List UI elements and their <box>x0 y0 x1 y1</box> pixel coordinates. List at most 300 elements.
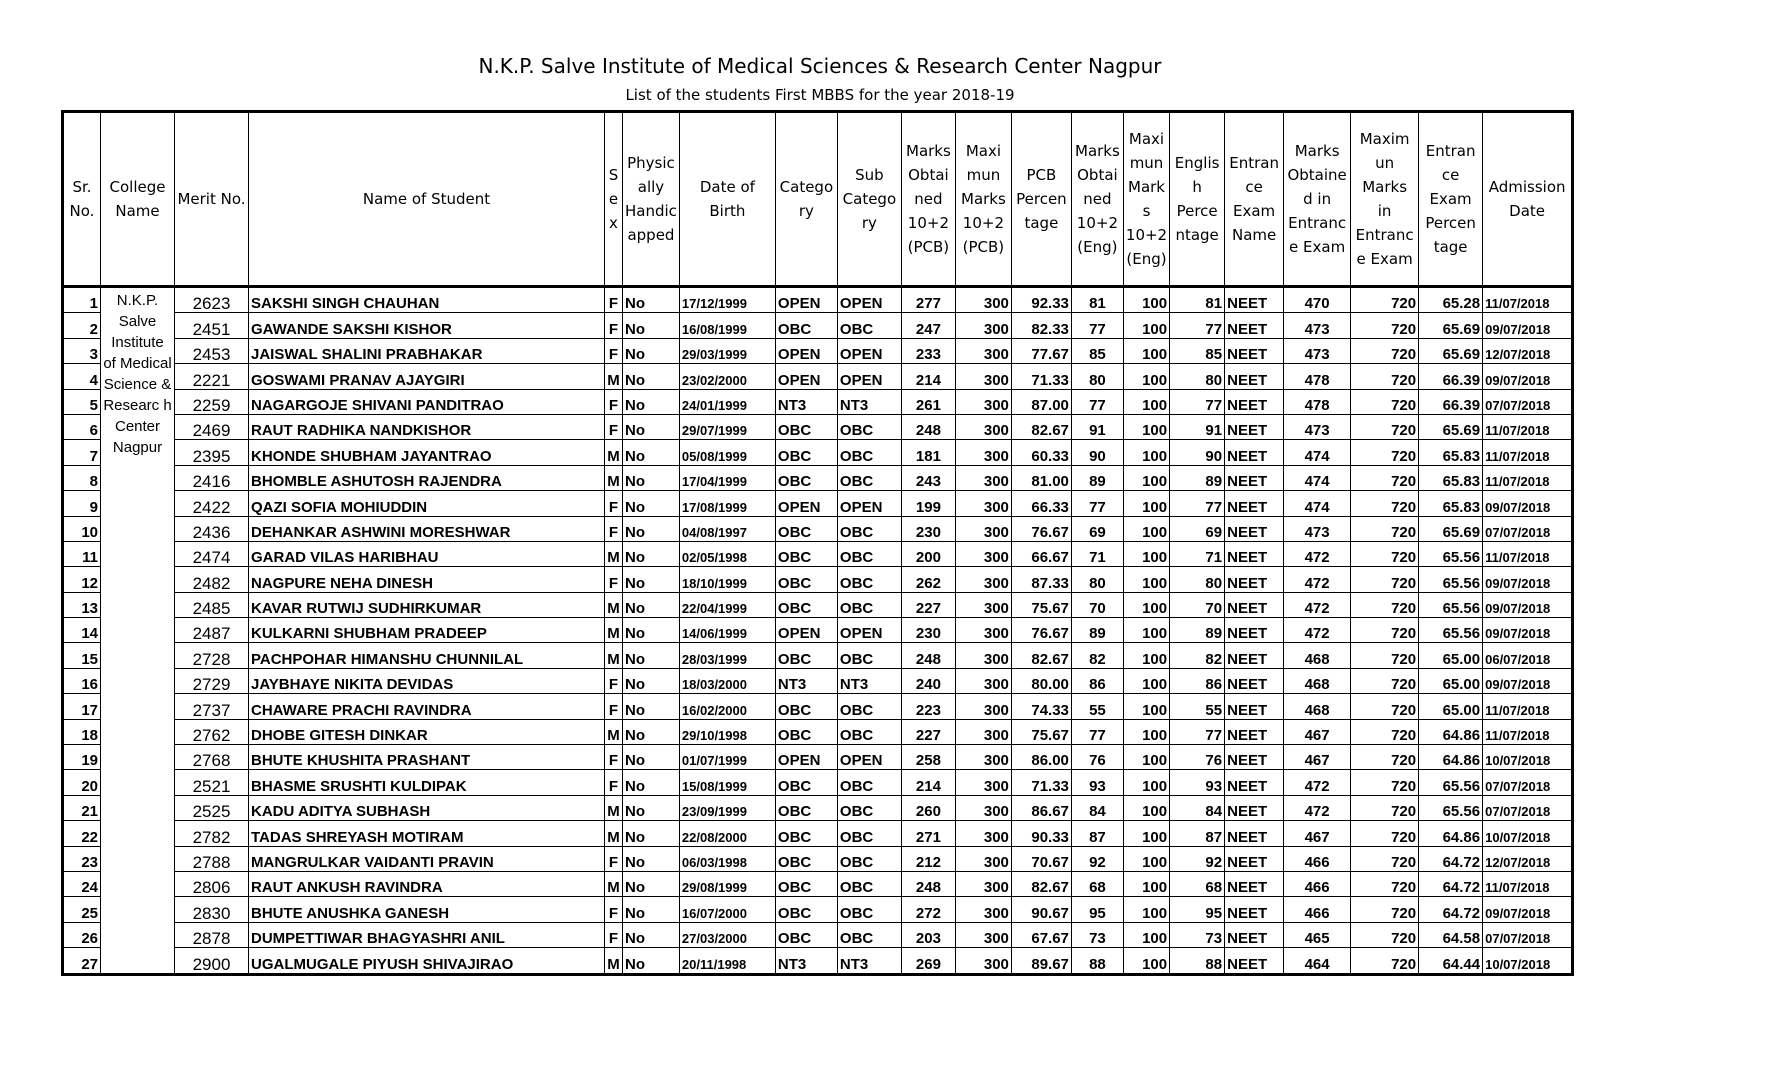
student-name: TADAS SHREYASH MOTIRAM <box>249 821 605 846</box>
students-table-body <box>63 287 1573 975</box>
pcb-obtained: 271 <box>901 821 955 846</box>
table-row <box>63 948 1573 974</box>
table-row <box>63 313 1573 338</box>
admission-date: 10/07/2018 <box>1483 821 1573 846</box>
pcb-obtained: 230 <box>901 516 955 541</box>
entrance-percentage: 66.39 <box>1419 364 1483 389</box>
exam-name: NEET <box>1225 770 1284 795</box>
eng-obtained: 80 <box>1071 364 1123 389</box>
sr-no: 22 <box>63 821 101 846</box>
header-merit: Merit No. <box>175 112 249 287</box>
pcb-percentage: 82.67 <box>1011 414 1071 439</box>
entrance-obtained: 467 <box>1284 719 1351 744</box>
eng-max: 100 <box>1123 592 1169 617</box>
table-row <box>63 770 1573 795</box>
eng-obtained: 77 <box>1071 491 1123 516</box>
admission-date: 09/07/2018 <box>1483 567 1573 592</box>
eng-max: 100 <box>1123 694 1169 719</box>
table-row <box>63 871 1573 896</box>
subcategory: OBC <box>837 897 901 922</box>
entrance-percentage: 65.69 <box>1419 414 1483 439</box>
eng-obtained: 86 <box>1071 668 1123 693</box>
eng-max: 100 <box>1123 516 1169 541</box>
merit-no: 2451 <box>175 313 249 338</box>
eng-max: 100 <box>1123 795 1169 820</box>
page-subtitle: List of the students First MBBS for the year 2018-19 <box>625 86 1015 104</box>
entrance-percentage: 65.56 <box>1419 618 1483 643</box>
pcb-obtained: 248 <box>901 871 955 896</box>
header-category: Catego ry <box>775 112 837 287</box>
students-table <box>61 110 1574 976</box>
pcb-max: 300 <box>955 846 1011 871</box>
pcb-max: 300 <box>955 440 1011 465</box>
date-of-birth: 04/08/1997 <box>679 516 775 541</box>
sr-no: 27 <box>63 948 101 974</box>
exam-name: NEET <box>1225 414 1284 439</box>
eng-percentage: 86 <box>1170 668 1225 693</box>
sr-no: 9 <box>63 491 101 516</box>
student-name: BHASME SRUSHTI KULDIPAK <box>249 770 605 795</box>
header-exam-name: Entran ce Exam Name <box>1225 112 1284 287</box>
sr-no: 4 <box>63 364 101 389</box>
exam-name: NEET <box>1225 821 1284 846</box>
date-of-birth: 27/03/2000 <box>679 922 775 947</box>
eng-percentage: 77 <box>1170 389 1225 414</box>
exam-name: NEET <box>1225 948 1284 974</box>
sr-no: 19 <box>63 745 101 770</box>
eng-max: 100 <box>1123 643 1169 668</box>
date-of-birth: 14/06/1999 <box>679 618 775 643</box>
eng-obtained: 55 <box>1071 694 1123 719</box>
pcb-obtained: 200 <box>901 541 955 566</box>
category: NT3 <box>775 389 837 414</box>
eng-obtained: 68 <box>1071 871 1123 896</box>
subcategory: OPEN <box>837 364 901 389</box>
physically-handicapped: No <box>623 389 680 414</box>
pcb-obtained: 269 <box>901 948 955 974</box>
category: OBC <box>775 313 837 338</box>
category: OBC <box>775 821 837 846</box>
eng-max: 100 <box>1123 871 1169 896</box>
category: OBC <box>775 440 837 465</box>
table-row <box>63 897 1573 922</box>
entrance-max: 720 <box>1351 592 1419 617</box>
category: OBC <box>775 694 837 719</box>
sr-no: 10 <box>63 516 101 541</box>
entrance-obtained: 466 <box>1284 846 1351 871</box>
sr-no: 20 <box>63 770 101 795</box>
eng-obtained: 92 <box>1071 846 1123 871</box>
eng-percentage: 80 <box>1170 567 1225 592</box>
admission-date: 10/07/2018 <box>1483 745 1573 770</box>
entrance-percentage: 64.72 <box>1419 846 1483 871</box>
pcb-max: 300 <box>955 592 1011 617</box>
eng-max: 100 <box>1123 338 1169 363</box>
eng-percentage: 92 <box>1170 846 1225 871</box>
sr-no: 24 <box>63 871 101 896</box>
pcb-percentage: 75.67 <box>1011 719 1071 744</box>
eng-max: 100 <box>1123 465 1169 490</box>
exam-name: NEET <box>1225 643 1284 668</box>
category: OBC <box>775 871 837 896</box>
sr-no: 14 <box>63 618 101 643</box>
sex: F <box>605 745 623 770</box>
physically-handicapped: No <box>623 897 680 922</box>
sex: F <box>605 694 623 719</box>
merit-no: 2259 <box>175 389 249 414</box>
entrance-max: 720 <box>1351 643 1419 668</box>
entrance-max: 720 <box>1351 871 1419 896</box>
merit-no: 2453 <box>175 338 249 363</box>
table-row <box>63 795 1573 820</box>
pcb-percentage: 87.33 <box>1011 567 1071 592</box>
sex: F <box>605 897 623 922</box>
entrance-max: 720 <box>1351 948 1419 974</box>
date-of-birth: 17/04/1999 <box>679 465 775 490</box>
entrance-percentage: 64.72 <box>1419 871 1483 896</box>
sr-no: 21 <box>63 795 101 820</box>
pcb-percentage: 87.00 <box>1011 389 1071 414</box>
physically-handicapped: No <box>623 440 680 465</box>
date-of-birth: 15/08/1999 <box>679 770 775 795</box>
table-row <box>63 364 1573 389</box>
header-pcb-percentage: PCB Percen tage <box>1011 112 1071 287</box>
eng-obtained: 91 <box>1071 414 1123 439</box>
table-row <box>63 389 1573 414</box>
eng-obtained: 76 <box>1071 745 1123 770</box>
eng-obtained: 73 <box>1071 922 1123 947</box>
pcb-obtained: 243 <box>901 465 955 490</box>
eng-max: 100 <box>1123 897 1169 922</box>
entrance-obtained: 472 <box>1284 592 1351 617</box>
student-name: KHONDE SHUBHAM JAYANTRAO <box>249 440 605 465</box>
pcb-max: 300 <box>955 618 1011 643</box>
pcb-obtained: 223 <box>901 694 955 719</box>
date-of-birth: 05/08/1999 <box>679 440 775 465</box>
entrance-max: 720 <box>1351 668 1419 693</box>
eng-obtained: 82 <box>1071 643 1123 668</box>
physically-handicapped: No <box>623 821 680 846</box>
subcategory: OPEN <box>837 338 901 363</box>
pcb-percentage: 60.33 <box>1011 440 1071 465</box>
pcb-percentage: 81.00 <box>1011 465 1071 490</box>
eng-obtained: 90 <box>1071 440 1123 465</box>
table-row <box>63 414 1573 439</box>
student-name: JAISWAL SHALINI PRABHAKAR <box>249 338 605 363</box>
merit-no: 2729 <box>175 668 249 693</box>
pcb-obtained: 277 <box>901 287 955 313</box>
entrance-max: 720 <box>1351 516 1419 541</box>
subcategory: OBC <box>837 770 901 795</box>
subcategory: OBC <box>837 414 901 439</box>
pcb-max: 300 <box>955 567 1011 592</box>
eng-max: 100 <box>1123 364 1169 389</box>
date-of-birth: 29/07/1999 <box>679 414 775 439</box>
merit-no: 2521 <box>175 770 249 795</box>
pcb-max: 300 <box>955 465 1011 490</box>
merit-no: 2806 <box>175 871 249 896</box>
sex: F <box>605 770 623 795</box>
date-of-birth: 16/07/2000 <box>679 897 775 922</box>
entrance-percentage: 65.69 <box>1419 338 1483 363</box>
exam-name: NEET <box>1225 364 1284 389</box>
sex: M <box>605 871 623 896</box>
subcategory: OBC <box>837 922 901 947</box>
eng-obtained: 81 <box>1071 287 1123 313</box>
eng-obtained: 84 <box>1071 795 1123 820</box>
sr-no: 7 <box>63 440 101 465</box>
entrance-obtained: 468 <box>1284 643 1351 668</box>
pcb-percentage: 76.67 <box>1011 618 1071 643</box>
category: OPEN <box>775 364 837 389</box>
date-of-birth: 29/10/1998 <box>679 719 775 744</box>
pcb-obtained: 247 <box>901 313 955 338</box>
pcb-max: 300 <box>955 897 1011 922</box>
entrance-max: 720 <box>1351 364 1419 389</box>
entrance-percentage: 65.00 <box>1419 694 1483 719</box>
sr-no: 2 <box>63 313 101 338</box>
pcb-max: 300 <box>955 643 1011 668</box>
entrance-max: 720 <box>1351 821 1419 846</box>
pcb-obtained: 181 <box>901 440 955 465</box>
physically-handicapped: No <box>623 364 680 389</box>
category: OBC <box>775 516 837 541</box>
eng-obtained: 95 <box>1071 897 1123 922</box>
sex: F <box>605 338 623 363</box>
sex: M <box>605 364 623 389</box>
subcategory: OBC <box>837 313 901 338</box>
sr-no: 3 <box>63 338 101 363</box>
header-sex: S e x <box>605 112 623 287</box>
physically-handicapped: No <box>623 948 680 974</box>
eng-max: 100 <box>1123 821 1169 846</box>
student-name: GOSWAMI PRANAV AJAYGIRI <box>249 364 605 389</box>
pcb-percentage: 74.33 <box>1011 694 1071 719</box>
entrance-max: 720 <box>1351 567 1419 592</box>
exam-name: NEET <box>1225 541 1284 566</box>
entrance-max: 720 <box>1351 694 1419 719</box>
subcategory: OBC <box>837 846 901 871</box>
header-admission-date: Admission Date <box>1483 112 1573 287</box>
date-of-birth: 29/08/1999 <box>679 871 775 896</box>
subcategory: OBC <box>837 516 901 541</box>
subcategory: NT3 <box>837 668 901 693</box>
eng-percentage: 77 <box>1170 491 1225 516</box>
header-eng-percentage: Englis h Perce ntage <box>1170 112 1225 287</box>
table-row <box>63 440 1573 465</box>
entrance-max: 720 <box>1351 745 1419 770</box>
date-of-birth: 06/03/1998 <box>679 846 775 871</box>
merit-no: 2737 <box>175 694 249 719</box>
eng-max: 100 <box>1123 313 1169 338</box>
sex: F <box>605 516 623 541</box>
eng-obtained: 93 <box>1071 770 1123 795</box>
header-entrance-percentage: Entran ce Exam Percen tage <box>1419 112 1483 287</box>
header-entrance-obtained: Marks Obtaine d in Entranc e Exam <box>1284 112 1351 287</box>
pcb-obtained: 248 <box>901 643 955 668</box>
header-entrance-max: Maxim un Marks in Entranc e Exam <box>1351 112 1419 287</box>
category: OBC <box>775 414 837 439</box>
sr-no: 16 <box>63 668 101 693</box>
entrance-obtained: 465 <box>1284 922 1351 947</box>
admission-date: 11/07/2018 <box>1483 719 1573 744</box>
entrance-obtained: 478 <box>1284 364 1351 389</box>
entrance-percentage: 64.58 <box>1419 922 1483 947</box>
entrance-percentage: 64.72 <box>1419 897 1483 922</box>
category: OBC <box>775 567 837 592</box>
sex: F <box>605 389 623 414</box>
sex: F <box>605 668 623 693</box>
subcategory: OBC <box>837 465 901 490</box>
physically-handicapped: No <box>623 592 680 617</box>
sr-no: 23 <box>63 846 101 871</box>
entrance-percentage: 64.86 <box>1419 745 1483 770</box>
eng-obtained: 69 <box>1071 516 1123 541</box>
subcategory: OBC <box>837 795 901 820</box>
entrance-obtained: 474 <box>1284 440 1351 465</box>
category: OBC <box>775 465 837 490</box>
eng-percentage: 76 <box>1170 745 1225 770</box>
admission-date: 12/07/2018 <box>1483 338 1573 363</box>
pcb-max: 300 <box>955 287 1011 313</box>
subcategory: OPEN <box>837 745 901 770</box>
admission-date: 09/07/2018 <box>1483 897 1573 922</box>
pcb-obtained: 233 <box>901 338 955 363</box>
pcb-obtained: 261 <box>901 389 955 414</box>
student-name: GAWANDE SAKSHI KISHOR <box>249 313 605 338</box>
subcategory: OBC <box>837 694 901 719</box>
exam-name: NEET <box>1225 465 1284 490</box>
merit-no: 2768 <box>175 745 249 770</box>
pcb-percentage: 86.00 <box>1011 745 1071 770</box>
pcb-percentage: 66.67 <box>1011 541 1071 566</box>
pcb-percentage: 86.67 <box>1011 795 1071 820</box>
entrance-percentage: 65.83 <box>1419 465 1483 490</box>
subcategory: OBC <box>837 719 901 744</box>
eng-obtained: 70 <box>1071 592 1123 617</box>
pcb-percentage: 66.33 <box>1011 491 1071 516</box>
sr-no: 26 <box>63 922 101 947</box>
header-pcb-max: Maxi mun Marks 10+2 (PCB) <box>955 112 1011 287</box>
student-name: UGALMUGALE PIYUSH SHIVAJIRAO <box>249 948 605 974</box>
student-name: BHUTE KHUSHITA PRASHANT <box>249 745 605 770</box>
eng-obtained: 71 <box>1071 541 1123 566</box>
sex: M <box>605 541 623 566</box>
category: OPEN <box>775 491 837 516</box>
category: NT3 <box>775 948 837 974</box>
eng-max: 100 <box>1123 719 1169 744</box>
pcb-obtained: 230 <box>901 618 955 643</box>
entrance-max: 720 <box>1351 414 1419 439</box>
eng-obtained: 88 <box>1071 948 1123 974</box>
entrance-percentage: 65.69 <box>1419 313 1483 338</box>
admission-date: 09/07/2018 <box>1483 618 1573 643</box>
date-of-birth: 23/09/1999 <box>679 795 775 820</box>
merit-no: 2788 <box>175 846 249 871</box>
date-of-birth: 01/07/1999 <box>679 745 775 770</box>
pcb-obtained: 262 <box>901 567 955 592</box>
entrance-max: 720 <box>1351 440 1419 465</box>
admission-date: 09/07/2018 <box>1483 313 1573 338</box>
category: OBC <box>775 897 837 922</box>
eng-percentage: 71 <box>1170 541 1225 566</box>
subcategory: OBC <box>837 592 901 617</box>
pcb-percentage: 70.67 <box>1011 846 1071 871</box>
entrance-percentage: 65.56 <box>1419 541 1483 566</box>
admission-date: 09/07/2018 <box>1483 491 1573 516</box>
student-name: NAGARGOJE SHIVANI PANDITRAO <box>249 389 605 414</box>
merit-no: 2436 <box>175 516 249 541</box>
exam-name: NEET <box>1225 618 1284 643</box>
entrance-percentage: 65.83 <box>1419 440 1483 465</box>
admission-date: 11/07/2018 <box>1483 287 1573 313</box>
physically-handicapped: No <box>623 516 680 541</box>
subcategory: OBC <box>837 871 901 896</box>
pcb-max: 300 <box>955 668 1011 693</box>
student-name: DUMPETTIWAR BHAGYASHRI ANIL <box>249 922 605 947</box>
eng-obtained: 89 <box>1071 618 1123 643</box>
pcb-percentage: 82.33 <box>1011 313 1071 338</box>
pcb-obtained: 199 <box>901 491 955 516</box>
pcb-percentage: 71.33 <box>1011 364 1071 389</box>
table-row <box>63 465 1573 490</box>
entrance-max: 720 <box>1351 338 1419 363</box>
merit-no: 2482 <box>175 567 249 592</box>
admission-date: 11/07/2018 <box>1483 465 1573 490</box>
sex: M <box>605 592 623 617</box>
physically-handicapped: No <box>623 465 680 490</box>
entrance-percentage: 65.56 <box>1419 567 1483 592</box>
eng-percentage: 95 <box>1170 897 1225 922</box>
sex: F <box>605 414 623 439</box>
eng-max: 100 <box>1123 922 1169 947</box>
sex: M <box>605 719 623 744</box>
physically-handicapped: No <box>623 871 680 896</box>
admission-date: 11/07/2018 <box>1483 440 1573 465</box>
admission-date: 07/07/2018 <box>1483 389 1573 414</box>
exam-name: NEET <box>1225 287 1284 313</box>
sex: M <box>605 821 623 846</box>
eng-percentage: 91 <box>1170 414 1225 439</box>
entrance-percentage: 66.39 <box>1419 389 1483 414</box>
student-name: QAZI SOFIA MOHIUDDIN <box>249 491 605 516</box>
student-name: CHAWARE PRACHI RAVINDRA <box>249 694 605 719</box>
eng-max: 100 <box>1123 948 1169 974</box>
pcb-percentage: 82.67 <box>1011 643 1071 668</box>
student-name: RAUT RADHIKA NANDKISHOR <box>249 414 605 439</box>
exam-name: NEET <box>1225 668 1284 693</box>
merit-no: 2782 <box>175 821 249 846</box>
entrance-percentage: 65.00 <box>1419 643 1483 668</box>
merit-no: 2416 <box>175 465 249 490</box>
category: OBC <box>775 922 837 947</box>
eng-max: 100 <box>1123 846 1169 871</box>
entrance-obtained: 468 <box>1284 668 1351 693</box>
sr-no: 15 <box>63 643 101 668</box>
pcb-obtained: 248 <box>901 414 955 439</box>
pcb-max: 300 <box>955 745 1011 770</box>
sex: F <box>605 922 623 947</box>
physically-handicapped: No <box>623 414 680 439</box>
admission-date: 11/07/2018 <box>1483 414 1573 439</box>
eng-obtained: 89 <box>1071 465 1123 490</box>
pcb-percentage: 75.67 <box>1011 592 1071 617</box>
table-row <box>63 643 1573 668</box>
pcb-percentage: 89.67 <box>1011 948 1071 974</box>
table-row <box>63 338 1573 363</box>
sr-no: 8 <box>63 465 101 490</box>
pcb-max: 300 <box>955 338 1011 363</box>
